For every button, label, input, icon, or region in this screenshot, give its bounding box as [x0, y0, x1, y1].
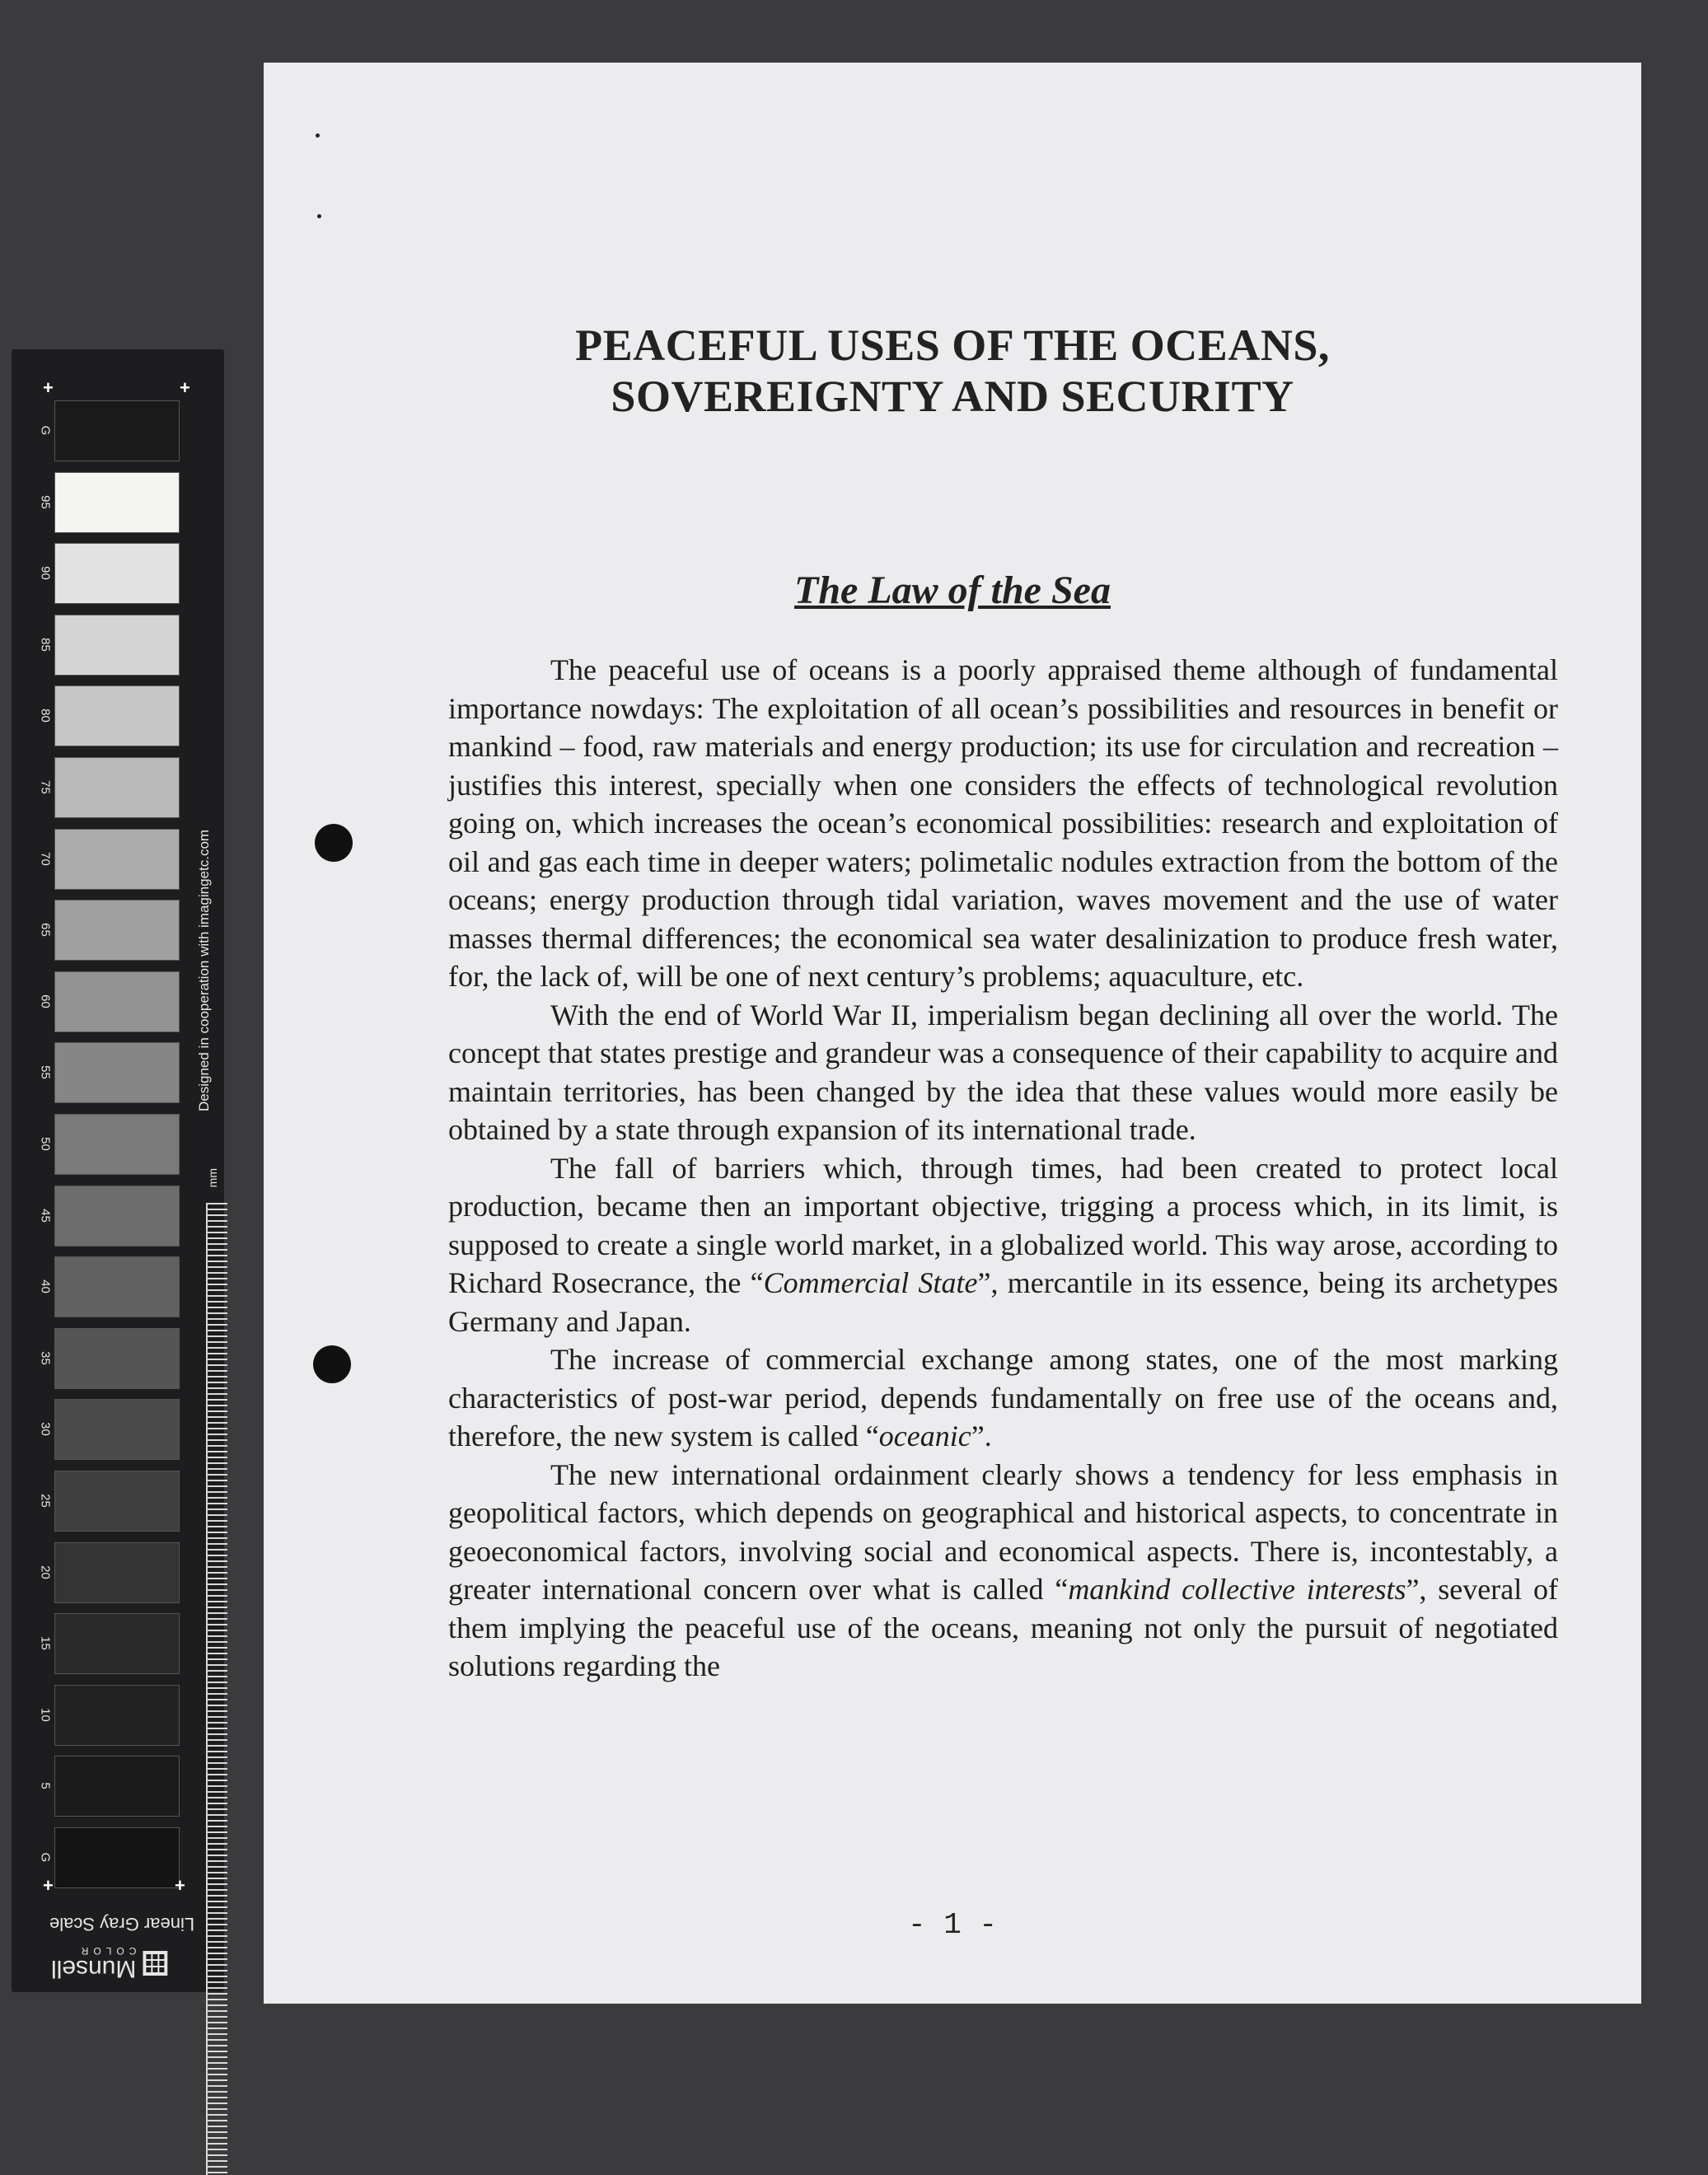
patch-label: 25 — [38, 1494, 53, 1508]
patch-label: 80 — [38, 709, 53, 723]
paragraph-text: ”, mercantile in its essence, being its archetypes Germany and Japan. — [448, 1266, 1559, 1338]
gray-patch — [54, 1399, 180, 1460]
speck — [317, 214, 321, 218]
gray-patch — [54, 1471, 180, 1532]
patch-label: 10 — [38, 1707, 53, 1722]
patch-label: 70 — [38, 851, 53, 866]
title-line-2: SOVEREIGNTY AND SECURITY — [611, 372, 1294, 421]
patch-label: 90 — [38, 566, 53, 581]
punch-hole — [315, 824, 353, 862]
speck — [316, 133, 320, 138]
paragraph — [448, 996, 1558, 1149]
gray-patch — [54, 1613, 180, 1674]
paragraph-text: The increase of commercial exchange among states, one of the most marking characteristics of post-war period, depends fundamentally on free use of the oceans and, therefore, the new system is called “ — [448, 1343, 1558, 1452]
gray-patch — [54, 757, 180, 818]
gray-patch — [54, 472, 180, 533]
patch-label: 85 — [38, 637, 53, 652]
paragraph — [448, 1340, 1558, 1456]
ruler-unit: mm — [206, 1168, 219, 1188]
patch-label: 55 — [38, 1065, 53, 1080]
paragraph — [448, 651, 1558, 996]
scale-name: Linear Gray Scale — [49, 1914, 195, 1934]
card-credit: Designed in cooperation with imagingetc.com — [196, 829, 212, 1111]
gray-patch — [54, 1114, 180, 1175]
registration-mark: + — [43, 1875, 54, 1896]
registration-mark: + — [175, 1875, 185, 1896]
gray-patch — [54, 1685, 180, 1746]
paragraph-text: The new international ordainment clearly shows a tendency for less emphasis in geopolitical factors, which depends on geographical and historical aspects, to concentrate in geoeconomical factors, involving social and economical aspects. There is, incontestably, a greater international concern over what is called “ — [448, 1457, 1558, 1606]
gray-patch — [54, 1328, 180, 1389]
patch-label: 95 — [38, 494, 53, 509]
patch-label: 40 — [38, 1279, 53, 1294]
paragraph — [448, 1456, 1558, 1686]
gray-patch — [54, 829, 180, 890]
gray-patch — [54, 971, 180, 1032]
registration-mark: + — [43, 377, 54, 398]
mm-ruler — [206, 1203, 227, 2175]
gray-patch — [54, 1827, 180, 1888]
brand-sub: COLOR — [76, 1945, 137, 1957]
gray-patch — [54, 400, 180, 461]
patch-label: G — [38, 425, 53, 436]
emphasis: mankind collective interests — [1068, 1573, 1406, 1606]
paragraph-text: ”. — [971, 1420, 992, 1452]
patch-label: 75 — [38, 780, 53, 794]
emphasis: Commercial State — [763, 1266, 978, 1299]
patch-label: 30 — [38, 1422, 53, 1437]
paragraph — [448, 1149, 1558, 1341]
punch-hole — [313, 1345, 351, 1383]
gray-patch — [54, 1542, 180, 1603]
gray-patch — [54, 1756, 180, 1817]
patch-label: 45 — [38, 1208, 53, 1223]
gray-scale-card — [12, 349, 224, 1992]
page-number: - 1 - — [907, 1908, 998, 1942]
munsell-logo-icon — [143, 1951, 167, 1976]
document-page — [264, 63, 1641, 2004]
brand-name: Munsell — [51, 1955, 137, 1982]
gray-patch — [54, 1256, 180, 1317]
paragraph-text: The peaceful use of oceans is a poorly appraised theme although of fundamental importance nowdays: The exploitation of all ocean’s possibilities and resources in benefit or mankind – food, raw materials and energy production; its use for circulation and recreation – justifies this interest, specially when one considers the effects of technological revolution going on, which increases the ocean’s economical possibilities: research and exploitation of oil and gas each time in deeper waters; polimetalic nodules extraction from the bottom of the oceans; energy production through tidal variation, waves movement and the use of water masses thermal differences; the economical sea water desalinization to produce fresh water, for, the lack of, will be one of next century’s problems; aquaculture, etc. — [448, 653, 1558, 993]
patch-label: 5 — [38, 1782, 53, 1790]
patch-label: 60 — [38, 994, 53, 1008]
gray-patch — [54, 900, 180, 961]
gray-patch — [54, 1186, 180, 1247]
munsell-brand — [51, 1946, 167, 1981]
patch-label: 50 — [38, 1137, 53, 1151]
paragraph-text: ”, several of them implying the peaceful use of the oceans, meaning not only the pursuit of negotiated solutions regarding the — [448, 1573, 1558, 1682]
gray-patch — [54, 1042, 180, 1103]
patch-label: 35 — [38, 1350, 53, 1365]
gray-patch — [54, 615, 180, 676]
gray-patch — [54, 543, 180, 604]
patch-label: 20 — [38, 1565, 53, 1579]
paragraph-text: The fall of barriers which, through times, had been created to protect local production, became then an important objective, trigging a process which, in its limit, is supposed to create a single world market, in a globalized world. This way arose, according to Richard Rosecrance, the “ — [448, 1151, 1558, 1299]
paragraph-text: With the end of World War II, imperialism began declining all over the world. The concept that states prestige and grandeur was a consequence of their capability to acquire and maintain territories, has been changed by the idea that these values would more easily be obtained by a state through expansion of its international trade. — [448, 998, 1558, 1146]
patch-label: G — [38, 1852, 53, 1863]
title-line-1: PEACEFUL USES OF THE OCEANS, — [575, 320, 1330, 370]
emphasis: oceanic — [878, 1420, 971, 1452]
gray-patch — [54, 685, 180, 746]
registration-mark: + — [180, 377, 190, 398]
section-heading: The Law of the Sea — [794, 568, 1111, 612]
body-text — [448, 651, 1558, 1686]
patch-label: 65 — [38, 923, 53, 938]
patch-label: 15 — [38, 1636, 53, 1651]
